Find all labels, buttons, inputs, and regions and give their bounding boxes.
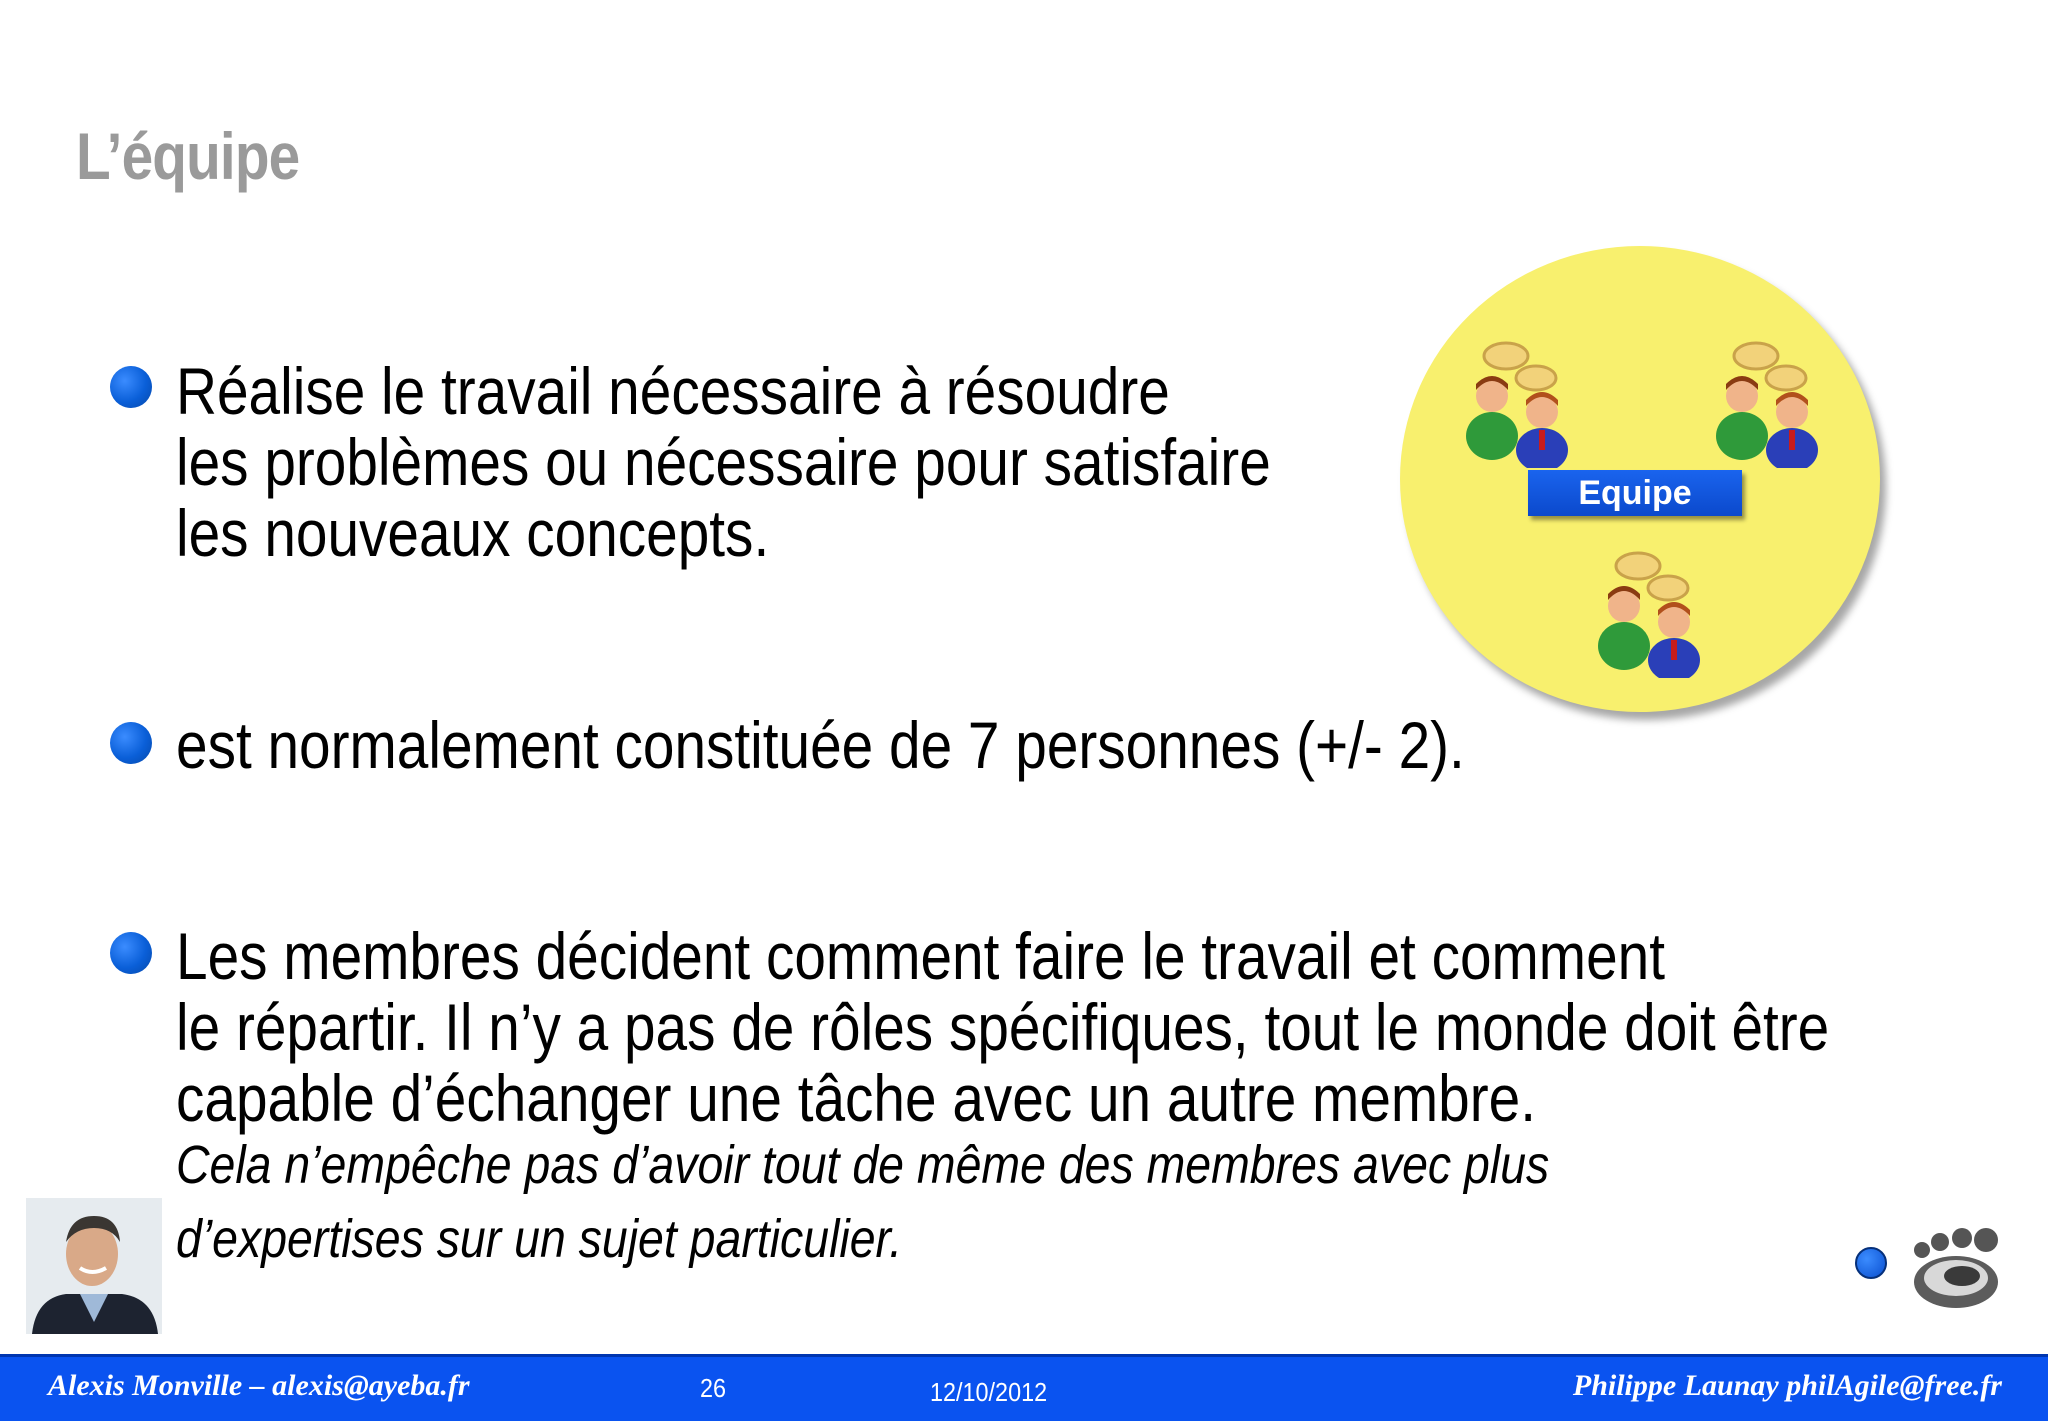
bullet-1-line-3: les nouveaux concepts.	[176, 496, 770, 570]
team-label: Equipe	[1528, 470, 1742, 516]
bullet-icon	[110, 366, 152, 408]
bullet-3-note	[176, 1128, 1549, 1276]
bullet-1-line-2: les problèmes ou nécessaire pour satisfaire	[176, 425, 1271, 499]
footer-author-right: Philippe Launay philAgile@free.fr	[1572, 1369, 2002, 1402]
bullet-icon	[1855, 1247, 1887, 1279]
gnome-logo-icon	[1904, 1228, 2008, 1312]
bullet-3-line-1: Les membres décident comment faire le travail et comment	[176, 919, 1665, 993]
bullet-3-line-2: le répartir. Il n’y a pas de rôles spécifiques, tout le monde doit être	[176, 990, 1830, 1064]
bullet-3-note-line-1: Cela n’empêche pas d’avoir tout de même des membres avec plus	[176, 1135, 1550, 1195]
bullet-2-line-1: est normalement constituée de 7 personnes (+/- 2).	[176, 708, 1465, 782]
people-icon	[1706, 338, 1846, 468]
bullet-icon	[110, 932, 152, 974]
author-photo	[26, 1198, 162, 1334]
people-icon	[1588, 548, 1728, 678]
bullet-1-line-1: Réalise le travail nécessaire à résoudre	[176, 354, 1170, 428]
footer-bar	[0, 1354, 2048, 1421]
bullet-icon	[110, 722, 152, 764]
bullet-3-line-3: capable d’échanger une tâche avec un autre membre.	[176, 1061, 1536, 1135]
bullet-text-1	[176, 356, 1271, 569]
people-icon	[1456, 338, 1596, 468]
bullet-text-2	[176, 710, 1465, 781]
bullet-3-note-line-2: d’expertises sur un sujet particulier.	[176, 1209, 903, 1269]
page-number: 26	[700, 1373, 727, 1403]
page-title: L’équipe	[76, 119, 300, 193]
footer-date: 12/10/2012	[930, 1377, 1048, 1407]
footer-author-left: Alexis Monville – alexis@ayeba.fr	[48, 1369, 470, 1402]
bullet-text-3	[176, 921, 1829, 1134]
